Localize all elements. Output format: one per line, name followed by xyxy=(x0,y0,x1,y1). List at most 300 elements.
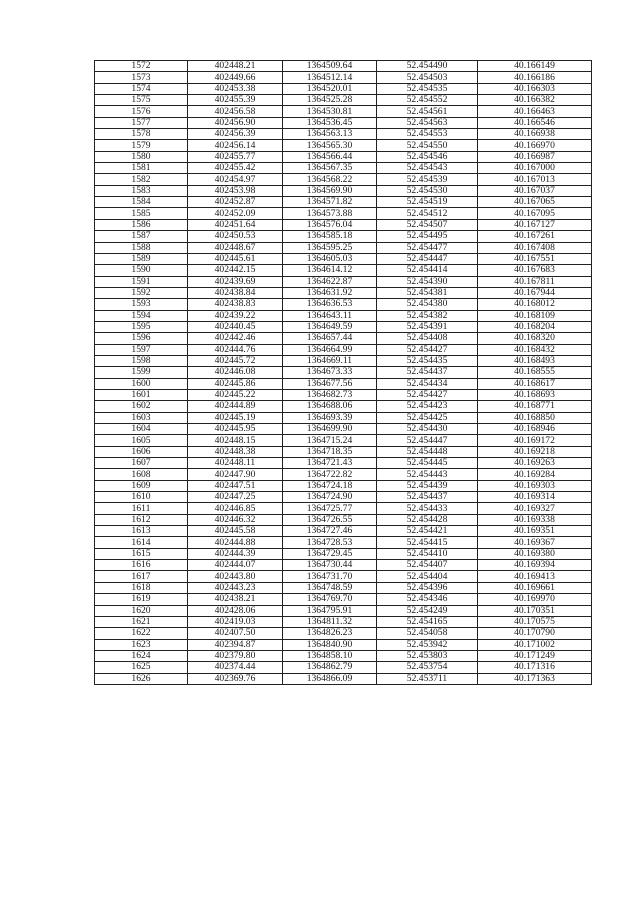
x-coordinate-cell: 402442.46 xyxy=(188,333,283,344)
latitude-cell: 52.454543 xyxy=(377,163,478,174)
y-coordinate-cell: 1364605.03 xyxy=(283,253,377,264)
y-coordinate-cell: 1364858.10 xyxy=(283,650,377,661)
x-coordinate-cell: 402445.58 xyxy=(188,526,283,537)
table-row xyxy=(95,435,592,446)
x-coordinate-cell: 402444.88 xyxy=(188,537,283,548)
point-number-cell: 1582 xyxy=(95,174,188,185)
longitude-cell: 40.171002 xyxy=(478,639,592,650)
latitude-cell: 52.454404 xyxy=(377,571,478,582)
point-number-cell: 1594 xyxy=(95,310,188,321)
y-coordinate-cell: 1364795.91 xyxy=(283,605,377,616)
table-row xyxy=(95,480,592,491)
longitude-cell: 40.168693 xyxy=(478,389,592,400)
table-row xyxy=(95,140,592,151)
x-coordinate-cell: 402443.23 xyxy=(188,582,283,593)
table-row xyxy=(95,401,592,412)
latitude-cell: 52.454507 xyxy=(377,219,478,230)
point-number-cell: 1601 xyxy=(95,389,188,400)
y-coordinate-cell: 1364699.90 xyxy=(283,424,377,435)
y-coordinate-cell: 1364569.90 xyxy=(283,185,377,196)
y-coordinate-cell: 1364622.87 xyxy=(283,276,377,287)
latitude-cell: 52.454390 xyxy=(377,276,478,287)
longitude-cell: 40.168555 xyxy=(478,367,592,378)
y-coordinate-cell: 1364677.56 xyxy=(283,378,377,389)
point-number-cell: 1575 xyxy=(95,95,188,106)
point-number-cell: 1602 xyxy=(95,401,188,412)
y-coordinate-cell: 1364721.43 xyxy=(283,458,377,469)
point-number-cell: 1618 xyxy=(95,582,188,593)
longitude-cell: 40.169263 xyxy=(478,458,592,469)
table-row xyxy=(95,83,592,94)
table-row xyxy=(95,242,592,253)
y-coordinate-cell: 1364730.44 xyxy=(283,560,377,571)
point-number-cell: 1572 xyxy=(95,61,188,72)
point-number-cell: 1623 xyxy=(95,639,188,650)
longitude-cell: 40.167127 xyxy=(478,219,592,230)
longitude-cell: 40.167811 xyxy=(478,276,592,287)
point-number-cell: 1590 xyxy=(95,265,188,276)
table-row xyxy=(95,231,592,242)
latitude-cell: 52.454382 xyxy=(377,310,478,321)
longitude-cell: 40.167683 xyxy=(478,265,592,276)
point-number-cell: 1580 xyxy=(95,151,188,162)
table-row xyxy=(95,616,592,627)
latitude-cell: 52.454439 xyxy=(377,480,478,491)
y-coordinate-cell: 1364512.14 xyxy=(283,72,377,83)
coordinate-table-body xyxy=(95,61,592,685)
latitude-cell: 52.454477 xyxy=(377,242,478,253)
longitude-cell: 40.169314 xyxy=(478,492,592,503)
y-coordinate-cell: 1364657.44 xyxy=(283,333,377,344)
longitude-cell: 40.169380 xyxy=(478,548,592,559)
table-row xyxy=(95,276,592,287)
x-coordinate-cell: 402446.08 xyxy=(188,367,283,378)
point-number-cell: 1578 xyxy=(95,129,188,140)
table-row xyxy=(95,344,592,355)
latitude-cell: 52.454433 xyxy=(377,503,478,514)
latitude-cell: 52.454415 xyxy=(377,537,478,548)
longitude-cell: 40.169303 xyxy=(478,480,592,491)
table-row xyxy=(95,594,592,605)
latitude-cell: 52.454423 xyxy=(377,401,478,412)
y-coordinate-cell: 1364769.70 xyxy=(283,594,377,605)
table-row xyxy=(95,673,592,684)
table-row xyxy=(95,333,592,344)
x-coordinate-cell: 402447.90 xyxy=(188,469,283,480)
latitude-cell: 52.454447 xyxy=(377,253,478,264)
point-number-cell: 1593 xyxy=(95,299,188,310)
point-number-cell: 1617 xyxy=(95,571,188,582)
table-row xyxy=(95,378,592,389)
latitude-cell: 52.454530 xyxy=(377,185,478,196)
x-coordinate-cell: 402442.15 xyxy=(188,265,283,276)
table-row xyxy=(95,208,592,219)
longitude-cell: 40.166546 xyxy=(478,117,592,128)
table-row xyxy=(95,582,592,593)
y-coordinate-cell: 1364525.28 xyxy=(283,95,377,106)
y-coordinate-cell: 1364826.23 xyxy=(283,628,377,639)
point-number-cell: 1626 xyxy=(95,673,188,684)
longitude-cell: 40.166463 xyxy=(478,106,592,117)
x-coordinate-cell: 402452.87 xyxy=(188,197,283,208)
y-coordinate-cell: 1364862.79 xyxy=(283,662,377,673)
point-number-cell: 1613 xyxy=(95,526,188,537)
longitude-cell: 40.168109 xyxy=(478,310,592,321)
point-number-cell: 1610 xyxy=(95,492,188,503)
x-coordinate-cell: 402439.22 xyxy=(188,310,283,321)
latitude-cell: 52.454396 xyxy=(377,582,478,593)
y-coordinate-cell: 1364664.99 xyxy=(283,344,377,355)
x-coordinate-cell: 402428.06 xyxy=(188,605,283,616)
x-coordinate-cell: 402454.97 xyxy=(188,174,283,185)
table-row xyxy=(95,310,592,321)
y-coordinate-cell: 1364509.64 xyxy=(283,61,377,72)
longitude-cell: 40.168012 xyxy=(478,299,592,310)
latitude-cell: 52.454561 xyxy=(377,106,478,117)
latitude-cell: 52.454346 xyxy=(377,594,478,605)
x-coordinate-cell: 402438.21 xyxy=(188,594,283,605)
table-row xyxy=(95,560,592,571)
latitude-cell: 52.453754 xyxy=(377,662,478,673)
y-coordinate-cell: 1364866.09 xyxy=(283,673,377,684)
y-coordinate-cell: 1364728.53 xyxy=(283,537,377,548)
table-row xyxy=(95,605,592,616)
y-coordinate-cell: 1364729.45 xyxy=(283,548,377,559)
point-number-cell: 1584 xyxy=(95,197,188,208)
table-row xyxy=(95,571,592,582)
x-coordinate-cell: 402447.25 xyxy=(188,492,283,503)
y-coordinate-cell: 1364840.90 xyxy=(283,639,377,650)
longitude-cell: 40.167037 xyxy=(478,185,592,196)
longitude-cell: 40.169218 xyxy=(478,446,592,457)
table-row xyxy=(95,321,592,332)
latitude-cell: 52.454414 xyxy=(377,265,478,276)
x-coordinate-cell: 402394.87 xyxy=(188,639,283,650)
x-coordinate-cell: 402444.76 xyxy=(188,344,283,355)
x-coordinate-cell: 402369.76 xyxy=(188,673,283,684)
x-coordinate-cell: 402445.19 xyxy=(188,412,283,423)
latitude-cell: 52.454503 xyxy=(377,72,478,83)
latitude-cell: 52.454512 xyxy=(377,208,478,219)
table-row xyxy=(95,458,592,469)
y-coordinate-cell: 1364631.92 xyxy=(283,287,377,298)
point-number-cell: 1583 xyxy=(95,185,188,196)
y-coordinate-cell: 1364673.33 xyxy=(283,367,377,378)
y-coordinate-cell: 1364520.01 xyxy=(283,83,377,94)
x-coordinate-cell: 402450.53 xyxy=(188,231,283,242)
longitude-cell: 40.171316 xyxy=(478,662,592,673)
longitude-cell: 40.171249 xyxy=(478,650,592,661)
x-coordinate-cell: 402453.38 xyxy=(188,83,283,94)
latitude-cell: 52.454563 xyxy=(377,117,478,128)
x-coordinate-cell: 402443.80 xyxy=(188,571,283,582)
table-row xyxy=(95,151,592,162)
x-coordinate-cell: 402374.44 xyxy=(188,662,283,673)
table-row xyxy=(95,163,592,174)
y-coordinate-cell: 1364727.46 xyxy=(283,526,377,537)
latitude-cell: 52.454448 xyxy=(377,446,478,457)
table-row xyxy=(95,514,592,525)
latitude-cell: 52.453942 xyxy=(377,639,478,650)
point-number-cell: 1577 xyxy=(95,117,188,128)
longitude-cell: 40.168493 xyxy=(478,355,592,366)
y-coordinate-cell: 1364563.13 xyxy=(283,129,377,140)
y-coordinate-cell: 1364585.18 xyxy=(283,231,377,242)
point-number-cell: 1576 xyxy=(95,106,188,117)
longitude-cell: 40.166987 xyxy=(478,151,592,162)
point-number-cell: 1579 xyxy=(95,140,188,151)
longitude-cell: 40.166186 xyxy=(478,72,592,83)
y-coordinate-cell: 1364614.12 xyxy=(283,265,377,276)
y-coordinate-cell: 1364669.11 xyxy=(283,355,377,366)
y-coordinate-cell: 1364715.24 xyxy=(283,435,377,446)
latitude-cell: 52.454407 xyxy=(377,560,478,571)
longitude-cell: 40.168617 xyxy=(478,378,592,389)
longitude-cell: 40.168946 xyxy=(478,424,592,435)
point-number-cell: 1585 xyxy=(95,208,188,219)
y-coordinate-cell: 1364536.45 xyxy=(283,117,377,128)
x-coordinate-cell: 402456.39 xyxy=(188,129,283,140)
longitude-cell: 40.167944 xyxy=(478,287,592,298)
point-number-cell: 1595 xyxy=(95,321,188,332)
point-number-cell: 1615 xyxy=(95,548,188,559)
latitude-cell: 52.454535 xyxy=(377,83,478,94)
table-row xyxy=(95,650,592,661)
longitude-cell: 40.169284 xyxy=(478,469,592,480)
y-coordinate-cell: 1364567.35 xyxy=(283,163,377,174)
x-coordinate-cell: 402453.98 xyxy=(188,185,283,196)
point-number-cell: 1599 xyxy=(95,367,188,378)
table-row xyxy=(95,355,592,366)
table-row xyxy=(95,265,592,276)
longitude-cell: 40.169327 xyxy=(478,503,592,514)
latitude-cell: 52.454437 xyxy=(377,492,478,503)
latitude-cell: 52.454495 xyxy=(377,231,478,242)
y-coordinate-cell: 1364571.82 xyxy=(283,197,377,208)
latitude-cell: 52.454553 xyxy=(377,129,478,140)
table-row xyxy=(95,492,592,503)
x-coordinate-cell: 402447.51 xyxy=(188,480,283,491)
longitude-cell: 40.168320 xyxy=(478,333,592,344)
y-coordinate-cell: 1364682.73 xyxy=(283,389,377,400)
longitude-cell: 40.170575 xyxy=(478,616,592,627)
table-row xyxy=(95,548,592,559)
y-coordinate-cell: 1364636.53 xyxy=(283,299,377,310)
latitude-cell: 52.454427 xyxy=(377,344,478,355)
longitude-cell: 40.166149 xyxy=(478,61,592,72)
point-number-cell: 1598 xyxy=(95,355,188,366)
longitude-cell: 40.169351 xyxy=(478,526,592,537)
point-number-cell: 1581 xyxy=(95,163,188,174)
longitude-cell: 40.169413 xyxy=(478,571,592,582)
x-coordinate-cell: 402444.89 xyxy=(188,401,283,412)
y-coordinate-cell: 1364568.22 xyxy=(283,174,377,185)
x-coordinate-cell: 402455.39 xyxy=(188,95,283,106)
x-coordinate-cell: 402444.39 xyxy=(188,548,283,559)
x-coordinate-cell: 402448.38 xyxy=(188,446,283,457)
longitude-cell: 40.168771 xyxy=(478,401,592,412)
table-row xyxy=(95,253,592,264)
coordinate-table xyxy=(94,60,592,685)
point-number-cell: 1622 xyxy=(95,628,188,639)
table-row xyxy=(95,185,592,196)
table-row xyxy=(95,299,592,310)
x-coordinate-cell: 402438.83 xyxy=(188,299,283,310)
y-coordinate-cell: 1364565.30 xyxy=(283,140,377,151)
longitude-cell: 40.167095 xyxy=(478,208,592,219)
y-coordinate-cell: 1364649.59 xyxy=(283,321,377,332)
table-row xyxy=(95,503,592,514)
y-coordinate-cell: 1364718.35 xyxy=(283,446,377,457)
point-number-cell: 1573 xyxy=(95,72,188,83)
latitude-cell: 52.454490 xyxy=(377,61,478,72)
longitude-cell: 40.169338 xyxy=(478,514,592,525)
x-coordinate-cell: 402448.15 xyxy=(188,435,283,446)
table-row xyxy=(95,72,592,83)
longitude-cell: 40.167408 xyxy=(478,242,592,253)
point-number-cell: 1625 xyxy=(95,662,188,673)
longitude-cell: 40.167551 xyxy=(478,253,592,264)
point-number-cell: 1619 xyxy=(95,594,188,605)
latitude-cell: 52.454165 xyxy=(377,616,478,627)
latitude-cell: 52.454421 xyxy=(377,526,478,537)
y-coordinate-cell: 1364573.88 xyxy=(283,208,377,219)
longitude-cell: 40.166938 xyxy=(478,129,592,140)
latitude-cell: 52.454381 xyxy=(377,287,478,298)
point-number-cell: 1607 xyxy=(95,458,188,469)
latitude-cell: 52.454380 xyxy=(377,299,478,310)
point-number-cell: 1592 xyxy=(95,287,188,298)
y-coordinate-cell: 1364595.25 xyxy=(283,242,377,253)
x-coordinate-cell: 402456.14 xyxy=(188,140,283,151)
latitude-cell: 52.454539 xyxy=(377,174,478,185)
y-coordinate-cell: 1364576.04 xyxy=(283,219,377,230)
y-coordinate-cell: 1364643.11 xyxy=(283,310,377,321)
table-row xyxy=(95,367,592,378)
longitude-cell: 40.166970 xyxy=(478,140,592,151)
point-number-cell: 1608 xyxy=(95,469,188,480)
x-coordinate-cell: 402445.61 xyxy=(188,253,283,264)
point-number-cell: 1591 xyxy=(95,276,188,287)
x-coordinate-cell: 402444.07 xyxy=(188,560,283,571)
x-coordinate-cell: 402445.95 xyxy=(188,424,283,435)
x-coordinate-cell: 402379.80 xyxy=(188,650,283,661)
longitude-cell: 40.168432 xyxy=(478,344,592,355)
y-coordinate-cell: 1364726.55 xyxy=(283,514,377,525)
x-coordinate-cell: 402439.69 xyxy=(188,276,283,287)
longitude-cell: 40.170790 xyxy=(478,628,592,639)
latitude-cell: 52.454437 xyxy=(377,367,478,378)
x-coordinate-cell: 402446.32 xyxy=(188,514,283,525)
latitude-cell: 52.454546 xyxy=(377,151,478,162)
table-row xyxy=(95,446,592,457)
longitude-cell: 40.166303 xyxy=(478,83,592,94)
point-number-cell: 1589 xyxy=(95,253,188,264)
latitude-cell: 52.454408 xyxy=(377,333,478,344)
latitude-cell: 52.454447 xyxy=(377,435,478,446)
point-number-cell: 1596 xyxy=(95,333,188,344)
y-coordinate-cell: 1364748.59 xyxy=(283,582,377,593)
latitude-cell: 52.454391 xyxy=(377,321,478,332)
table-row xyxy=(95,526,592,537)
table-row xyxy=(95,469,592,480)
y-coordinate-cell: 1364693.39 xyxy=(283,412,377,423)
y-coordinate-cell: 1364811.32 xyxy=(283,616,377,627)
y-coordinate-cell: 1364731.70 xyxy=(283,571,377,582)
point-number-cell: 1606 xyxy=(95,446,188,457)
table-row xyxy=(95,389,592,400)
x-coordinate-cell: 402445.72 xyxy=(188,355,283,366)
longitude-cell: 40.168204 xyxy=(478,321,592,332)
latitude-cell: 52.453711 xyxy=(377,673,478,684)
y-coordinate-cell: 1364722.82 xyxy=(283,469,377,480)
longitude-cell: 40.167065 xyxy=(478,197,592,208)
x-coordinate-cell: 402445.22 xyxy=(188,389,283,400)
point-number-cell: 1612 xyxy=(95,514,188,525)
table-row xyxy=(95,287,592,298)
longitude-cell: 40.167000 xyxy=(478,163,592,174)
table-row xyxy=(95,537,592,548)
latitude-cell: 52.454443 xyxy=(377,469,478,480)
y-coordinate-cell: 1364688.06 xyxy=(283,401,377,412)
latitude-cell: 52.454425 xyxy=(377,412,478,423)
point-number-cell: 1604 xyxy=(95,424,188,435)
longitude-cell: 40.168850 xyxy=(478,412,592,423)
longitude-cell: 40.167013 xyxy=(478,174,592,185)
latitude-cell: 52.454434 xyxy=(377,378,478,389)
x-coordinate-cell: 402456.58 xyxy=(188,106,283,117)
longitude-cell: 40.171363 xyxy=(478,673,592,684)
x-coordinate-cell: 402451.64 xyxy=(188,219,283,230)
table-row xyxy=(95,197,592,208)
table-row xyxy=(95,117,592,128)
point-number-cell: 1621 xyxy=(95,616,188,627)
x-coordinate-cell: 402455.77 xyxy=(188,151,283,162)
x-coordinate-cell: 402445.86 xyxy=(188,378,283,389)
latitude-cell: 52.454427 xyxy=(377,389,478,400)
longitude-cell: 40.169970 xyxy=(478,594,592,605)
point-number-cell: 1603 xyxy=(95,412,188,423)
latitude-cell: 52.454552 xyxy=(377,95,478,106)
latitude-cell: 52.454410 xyxy=(377,548,478,559)
point-number-cell: 1586 xyxy=(95,219,188,230)
longitude-cell: 40.166382 xyxy=(478,95,592,106)
table-row xyxy=(95,424,592,435)
x-coordinate-cell: 402448.21 xyxy=(188,61,283,72)
table-row xyxy=(95,662,592,673)
latitude-cell: 52.454519 xyxy=(377,197,478,208)
x-coordinate-cell: 402446.85 xyxy=(188,503,283,514)
x-coordinate-cell: 402407.50 xyxy=(188,628,283,639)
latitude-cell: 52.454435 xyxy=(377,355,478,366)
x-coordinate-cell: 402449.66 xyxy=(188,72,283,83)
point-number-cell: 1609 xyxy=(95,480,188,491)
y-coordinate-cell: 1364724.18 xyxy=(283,480,377,491)
latitude-cell: 52.454550 xyxy=(377,140,478,151)
point-number-cell: 1588 xyxy=(95,242,188,253)
latitude-cell: 52.454430 xyxy=(377,424,478,435)
table-row xyxy=(95,219,592,230)
table-row xyxy=(95,174,592,185)
table-row xyxy=(95,106,592,117)
point-number-cell: 1614 xyxy=(95,537,188,548)
table-row xyxy=(95,639,592,650)
longitude-cell: 40.169394 xyxy=(478,560,592,571)
latitude-cell: 52.454058 xyxy=(377,628,478,639)
point-number-cell: 1600 xyxy=(95,378,188,389)
x-coordinate-cell: 402440.45 xyxy=(188,321,283,332)
point-number-cell: 1611 xyxy=(95,503,188,514)
